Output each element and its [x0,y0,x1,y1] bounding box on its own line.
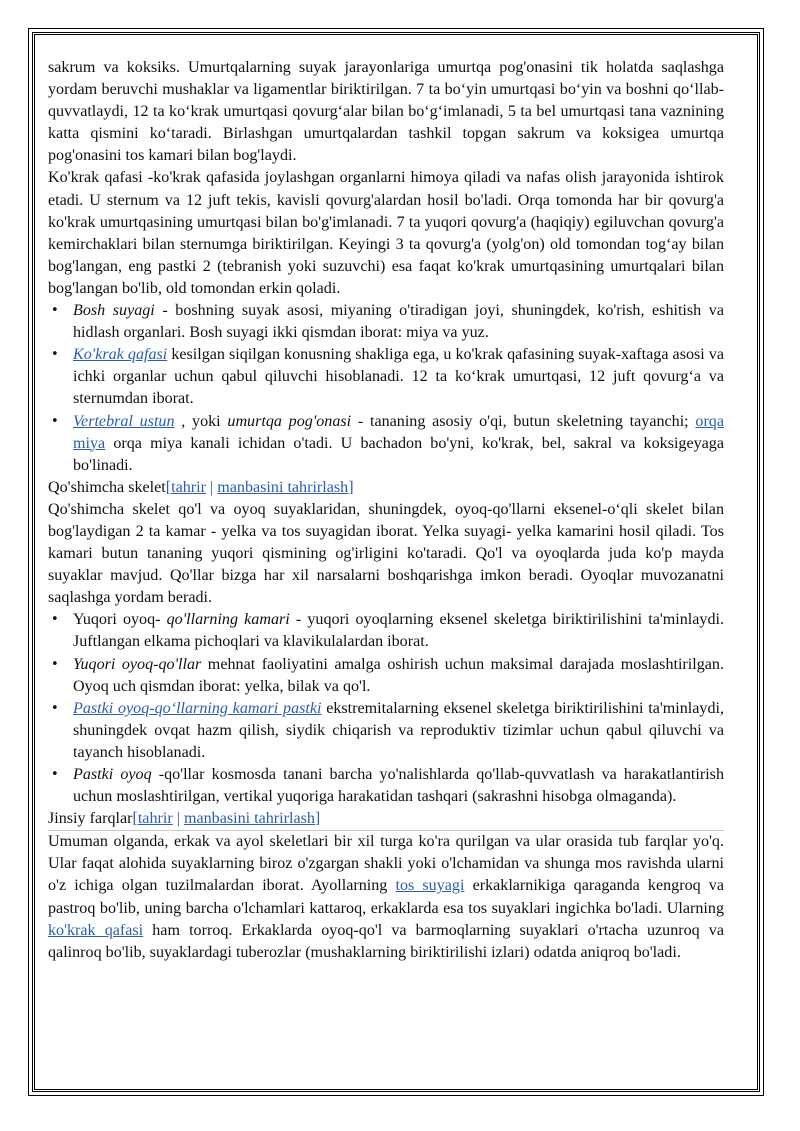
axial-skeleton-list [48,300,724,477]
paragraph-ribcage: Ko'krak qafasi -ko'krak qafasida joylashgan organlarni himoya qiladi va nafas olish jarayonida ishtirok etadi. U sternum va 12 juft tekis, kavisli qovurg'alardan hosil bo'ladi. Orqa tomonda har bir qovurg'a ko'krak umurtqasining umurtqasi bilan bo'g'imlanadi. 7 ta yuqori qovurg'a (haqiqiy) egiluvchan qovurg'a kemirchaklari bilan sternumga biriktirilgan. Keyingi 3 ta qovurg'a (yolg'on) old tomondan tog‘ay bilan bog'langan, eng pastki 2 (tebranish yoki suzuvchi) esa faqat ko'krak umurtqasining umurtqalari bilan bog'langan bo'lib, old tomondan erkin qoladi. [48,169,724,297]
list-item-spine: • Vertebral ustun , yoki umurtqa pog'onasi - tananing asosiy o'qi, butun skeletning tayanchi; orqa miya orqa miya kanali ichidan o'tadi. U bachadon bo'yni, ko'krak, bel, sakral va koksigeyaga bo'linadi. [48,411,724,477]
edit-link[interactable]: tahrir [137,810,173,828]
link-vertebral-column[interactable]: Vertebral ustun [73,412,175,430]
edit-source-link[interactable]: manbasini tahrirlash [183,810,315,828]
heading-title: Qo'shimcha skelet [48,478,166,496]
link-spinal-cord[interactable]: orqa miya [73,412,724,452]
link-pelvis[interactable]: tos suyagi [395,877,465,895]
section-heading-sex-differences: Jinsiy farqlar[tahrir | manbasini tahrirlash] [48,808,724,831]
paragraph-vertebrae: sakrum va koksiks. Umurtqalarning suyak jarayonlariga umurtqa pog'onasini tik holatda saqlashga yordam beruvchi mushaklar va ligamentlar biriktirilgan. 7 ta bo‘yin umurtqasi bo‘yin va boshni qo‘llab-quvvatlaydi, 12 ta ko‘krak umurtqasi qovurg‘alar bilan bo‘g‘imlanadi, 5 ta bel umurtqasi tana vaznining katta qismini ko‘taradi. Birlashgan umurtqalardan tashkil topgan sakrum va koksigea umurtqa pog'onasini tos kamari bilan bog'laydi. [48,59,724,165]
paragraph-sex-differences: Umuman olganda, erkak va ayol skeletlari bir xil turga ko'ra qurilgan va ular orasida tub farqlar yo'q. Ular faqat alohida suyaklarning biroz o'zgargan shakli yoki o'lchamidan va shunga mos ravishda ularni o'z ichiga olgan tuzilmalardan iborat. Ayollarning tos suyagi erkaklarnikiga qaraganda kengroq va pastroq bo'lib, uning barcha o'lchamlari kattaroq, erkaklarda esa tos suyaklari ingichka bo'ladi. Ularning ko'krak qafasi ham torroq. Erkaklarda oyoq-qo'l va barmoqlarning suyaklari o'rtacha uzunroq va qalinroq bo'lib, suyaklardagi tuberozlar (mushaklarning biriktirilishi izlari) odatda aniqroq bo'ladi. [48,833,725,961]
term-upper-limbs: Yuqori oyoq-qo'llar [73,655,202,673]
paragraph-appendicular: Qo'shimcha skelet qo'l va oyoq suyaklaridan, shuningdek, oyoq-qo'llarni eksenel-o‘qli skelet bilan bog'laydigan 2 ta kamar - yelka va tos suyagidan iborat. Yelka suyagi- yelka kamarini hosil qiladi. Tos kamari butun tananing yuqori qismining og'irligini ko'taradi. Qo'l va oyoqlarda juda ko'p mayda suyaklar mavjud. Qo'llar bizga har xil narsalarni boshqarishga imkon beradi. Oyoqlar muvozanatni saqlashga yordam beradi. [48,500,724,607]
link-ribcage-2[interactable]: ko'krak qafasi [48,921,144,939]
edit-link[interactable]: tahrir [171,478,206,496]
term-shoulder-girdle: qo'llarning kamari [166,611,290,629]
list-item-pelvic-girdle: • Pastki oyoq-qo‘llarning kamari pastki ekstremitalarning eksenel skeletga biriktirilishini ta'minlaydi, shuningdek ovqat hazm qilish, siydik chiqarish va reproduktiv tizimlar uchun qabul qiluvchi va tayanch hisoblanadi. [48,698,724,764]
heading-title: Jinsiy farqlar [48,810,133,828]
list-item-shoulder-girdle: • Yuqori oyoq- qo'llarning kamari - yuqori oyoqlarning eksenel skeletga biriktirilishini ta'minlaydi. Juftlangan elkama pichoqlari va klavikulalardan iborat. [48,609,724,653]
link-ribcage[interactable]: Ko'krak qafasi [73,346,168,364]
link-pelvic-girdle[interactable]: Pastki oyoq-qo‘llarning kamari pastki [73,699,322,717]
list-item-lower-limb: • Pastki oyoq -qo'llar kosmosda tanani barcha yo'nalishlarda qo'llab-quvvatlash va harakatlantirish uchun moslashtirilgan, vertikal yuqoriga harakatidan tashqari (sakrashni hisobga olmaganda). [48,764,724,808]
term-spine: umurtqa pog'onasi [227,412,352,430]
appendicular-skeleton-list [48,609,724,808]
term-skull: Bosh suyagi [73,302,155,320]
article-body [48,57,724,964]
list-item-upper-limbs: • Yuqori oyoq-qo'llar mehnat faoliyatini amalga oshirish uchun maksimal darajada moslashtirilgan. Oyoq uch qismdan iborat: yelka, bilak va qo'l. [48,654,724,698]
edit-source-link[interactable]: manbasini tahrirlash [217,478,349,496]
list-item-skull: • Bosh suyagi - boshning suyak asosi, miyaning o'tiradigan joyi, shuningdek, ko'rish, eshitish va hidlash organlari. Bosh suyagi ikki qismdan iborat: miya va yuz. [48,300,724,344]
section-heading-appendicular: Qo'shimcha skelet[tahrir | manbasini tahrirlash] [48,478,354,496]
list-item-ribcage: • Ko'krak qafasi kesilgan siqilgan konusning shakliga ega, u ko'krak qafasining suyak-xaftaga asosi va ichki organlar uchun qabul qiluvchi hisoblanadi. 12 ta ko‘krak umurtqasi, 12 juft qovurg‘a va sternumdan iborat. [48,344,724,410]
term-lower-limb: Pastki oyoq [73,766,152,783]
